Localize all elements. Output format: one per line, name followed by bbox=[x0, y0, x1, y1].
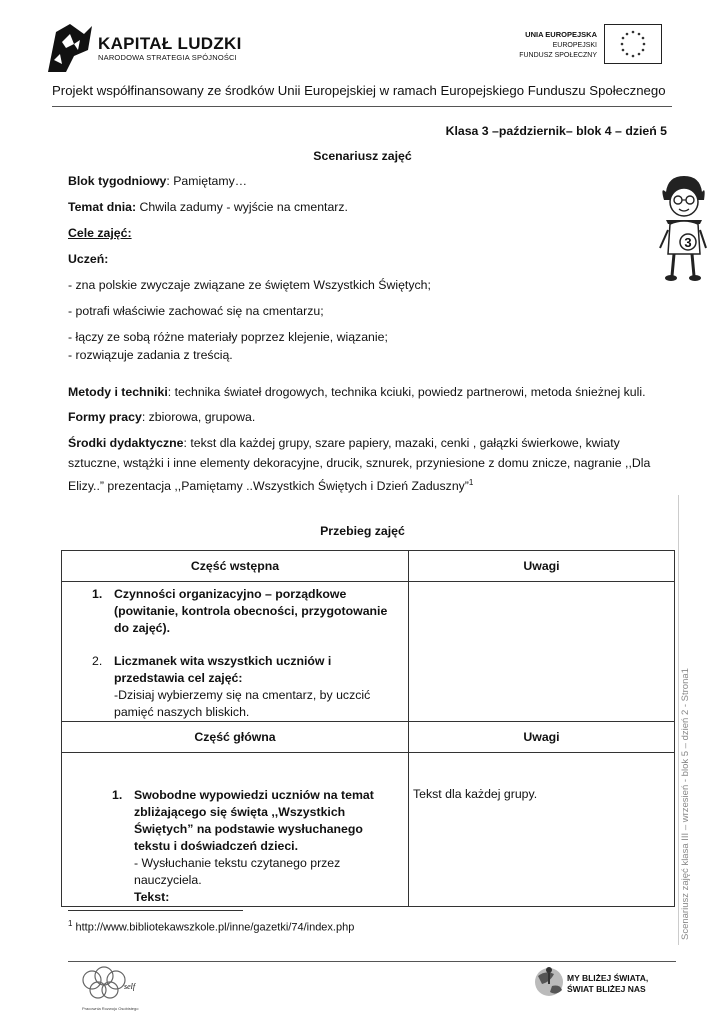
day-topic bbox=[68, 200, 348, 214]
footer-slogan bbox=[567, 973, 648, 995]
class-heading: Klasa 3 –październik– blok 4 – dzień 5 bbox=[445, 124, 667, 138]
project-funding-line: Projekt współfinansowany ze środków Unii Europejskiej w ramach Europejskiego Funduszu Społecznego bbox=[52, 83, 666, 98]
goals-heading: Cele zajęć: bbox=[68, 226, 132, 240]
self-logo-word: self bbox=[124, 982, 136, 991]
eu-flag-icon bbox=[604, 24, 662, 64]
work-forms-value: : zbiorowa, grupowa. bbox=[141, 410, 256, 424]
work-forms bbox=[68, 410, 255, 424]
list-item bbox=[62, 582, 408, 637]
teaching-aids bbox=[68, 433, 668, 496]
header-notes: Uwagi bbox=[409, 551, 675, 582]
footnote-divider bbox=[68, 910, 243, 911]
day-topic-label: Temat dnia: bbox=[68, 200, 137, 214]
mascot-illustration-icon bbox=[658, 172, 708, 282]
main-notes bbox=[409, 753, 675, 907]
goal-item: - zna polskie zwyczaje związane ze świętem Wszystkich Świętych; bbox=[68, 278, 431, 292]
item-bold-text: Liczmanek wita wszystkich uczniów i przedstawia cel zajęć: bbox=[114, 654, 332, 685]
table-row bbox=[62, 753, 675, 907]
methods bbox=[68, 385, 646, 399]
day-topic-value: Chwila zadumy - wyjście na cmentarz. bbox=[136, 200, 348, 214]
self-logo-caption: Pracownia Rozwoju Osobistego bbox=[82, 1006, 139, 1011]
teaching-aids-label: Środki dydaktyczne bbox=[68, 436, 184, 450]
weekly-block-label: Blok tygodniowy bbox=[68, 174, 167, 188]
header-notes: Uwagi bbox=[409, 722, 675, 753]
student-heading: Uczeń: bbox=[68, 252, 109, 266]
item-tekst-label: Tekst: bbox=[134, 890, 170, 904]
eu-line2: EUROPEJSKI bbox=[552, 42, 597, 49]
item-bold-text: Swobodne wypowiedzi uczniów na temat zbliżającego się święta ,,Wszystkich Świętych” na podstawie wysłuchanego tekstu i doświadczeń dzieci. bbox=[134, 788, 374, 853]
table-header-row bbox=[62, 722, 675, 753]
teaching-aids-value: : tekst dla każdej grupy, szare papiery, mazaki, cenki , gałązki świerkowe, kwiaty sztuczne, wstążki i inne elementy dekoracyjne, drucik, sznurek, przyniesione z domu znicze, nagranie ,,Dla Elizy..” prezentacja ,,Pamiętamy ..Wszystkich Świętych i Dzień Zaduszny” bbox=[68, 436, 651, 494]
table-header-row bbox=[62, 551, 675, 582]
item-number: 1. bbox=[112, 788, 123, 802]
table-row bbox=[62, 582, 675, 722]
main-content bbox=[62, 753, 409, 907]
list-item bbox=[62, 753, 408, 906]
methods-label: Metody i techniki bbox=[68, 385, 168, 399]
page-side-label: Scenariusz zajęć klasa III – wrzesień - blok 5 – dzień 2 - Strona1 bbox=[680, 668, 691, 940]
methods-value: : technika świateł drogowych, technika kciuki, powiedz partnerowi, metoda śnieżnej kuli. bbox=[167, 385, 646, 399]
item-number: 1. bbox=[92, 587, 103, 601]
header-main-part: Część główna bbox=[62, 722, 409, 753]
lesson-flow-title: Przebieg zajęć bbox=[320, 524, 405, 538]
header-divider bbox=[52, 106, 672, 107]
footer-divider bbox=[68, 961, 676, 962]
intro-notes bbox=[409, 582, 675, 722]
item-number: 2. bbox=[92, 654, 103, 668]
intro-content bbox=[62, 582, 409, 722]
footnote-number: 1 bbox=[68, 919, 73, 928]
footnote-link[interactable]: http://www.bibliotekawszkole.pl/inne/gazetki/74/index.php bbox=[72, 921, 355, 934]
footer-slogan-line2: ŚWIAT BLIŻEJ NAS bbox=[567, 984, 646, 994]
goal-item: - potrafi właściwie zachować się na cmentarzu; bbox=[68, 304, 324, 318]
list-item bbox=[62, 637, 408, 721]
side-divider bbox=[678, 495, 679, 945]
document-title: Scenariusz zajęć bbox=[313, 149, 412, 163]
weekly-block-value: : Pamiętamy… bbox=[166, 174, 248, 188]
eu-label bbox=[519, 30, 597, 61]
goal-item: - rozwiązuje zadania z treścią. bbox=[68, 348, 233, 362]
kapital-ludzki-logo-icon bbox=[44, 20, 96, 76]
program-subtitle: NARODOWA STRATEGIA SPÓJNOŚCI bbox=[98, 53, 237, 62]
program-title: KAPITAŁ LUDZKI bbox=[98, 34, 242, 53]
header-intro-part: Część wstępna bbox=[62, 551, 409, 582]
lesson-plan-table bbox=[61, 550, 675, 907]
mascot-badge: 3 bbox=[684, 235, 692, 250]
eu-line1: UNIA EUROPEJSKA bbox=[525, 30, 597, 39]
item-text: - Wysłuchanie tekstu czytanego przez nauczyciela. bbox=[134, 856, 341, 887]
footnote-ref[interactable]: 1 bbox=[468, 478, 474, 487]
main-notes-text: Tekst dla każdej grupy. bbox=[413, 787, 538, 801]
footer-slogan-line1: MY BLIŻEJ ŚWIATA, bbox=[567, 973, 649, 983]
item-text: -Dzisiaj wybierzemy się na cmentarz, by uczcić pamięć naszych bliskich. bbox=[114, 688, 371, 719]
weekly-block bbox=[68, 174, 247, 188]
globe-logo-icon bbox=[532, 964, 566, 1004]
eu-line3: FUNDUSZ SPOŁECZNY bbox=[519, 52, 597, 59]
work-forms-label: Formy pracy bbox=[68, 410, 142, 424]
item-text: Czynności organizacyjno – porządkowe (powitanie, kontrola obecności, przygotowanie do zajęć). bbox=[114, 587, 388, 635]
footnote bbox=[68, 919, 354, 934]
goal-item: - łączy ze sobą różne materiały poprzez klejenie, wiązanie; bbox=[68, 330, 388, 344]
